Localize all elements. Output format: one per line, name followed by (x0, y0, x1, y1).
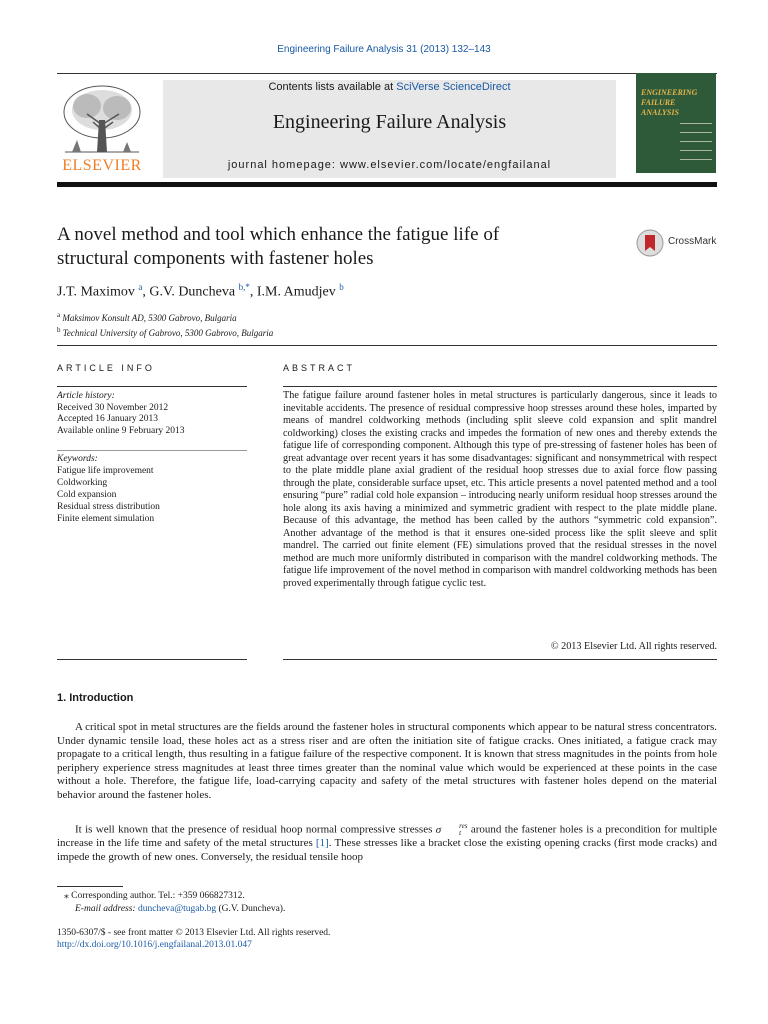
keywords (57, 453, 160, 525)
corresponding-author-note: ⁎ Corresponding author. Tel.: +359 066827312. (64, 891, 245, 901)
footnote-rule (57, 886, 123, 887)
author-name: I.M. Amudjev (256, 284, 336, 300)
sciencedirect-link[interactable]: SciVerse ScienceDirect (396, 81, 511, 93)
author-name: G.V. Duncheva (149, 284, 236, 300)
author-list: J.T. Maximov $^a$, G.V. Duncheva $^{b,*}$, I.M. Amudjev $^b$ (57, 282, 344, 300)
article-history (57, 391, 185, 437)
article-info-rule (57, 659, 247, 660)
intro-paragraph: A critical spot in metal structures are the fields around the fastener holes in structural components which appear to be natural stress concentrators. Under dynamic tensile load, these holes act as a stress riser and are often the initiation site of fatigue cracks. Ones initiated, a fatigue crack may propagate to a critical length, thus resulting in a fatigue failure of the respective component. It is known that stress magnitudes in the points from hole periphery experience stress magnitudes at least three times greater than the nominal value which would be experienced at these points in the case without a hole. Therefore, the fatigue life, load-carrying capacity and safety of the metal structures with fastener holes depend on the material behavior around the fastener holes. (57, 721, 717, 801)
affiliation: $^a$ Maksimov Konsult AD, 5300 Gabrovo, Bulgaria (57, 311, 237, 323)
cover-title-line: ENGINEERING (641, 88, 698, 97)
affiliations (57, 309, 273, 339)
crossmark-label[interactable]: CrossMark (668, 236, 717, 247)
article-info-rule (57, 386, 247, 387)
author-affiliation-link[interactable]: b (339, 282, 344, 292)
affiliation: $^b$ Technical University of Gabrovo, 5300 Gabrovo, Bulgaria (57, 326, 274, 338)
article-title-line: structural components with fastener holes (57, 248, 374, 269)
email-link[interactable]: duncheva@tugab.bg (137, 904, 217, 914)
math-symbol: σ res t (435, 822, 468, 837)
cover-title-line: FAILURE (641, 98, 676, 107)
abstract-text: The fatigue failure around fastener holes in metal structures is particularly dangerous, since it leads to inevitable accidents. The presence of residual compressive hoop stresses around these holes, imparted by means of mandrel coldworking methods (including split sleeve cold expansion and split mandrel coldworking) closes the existing cracks and impedes the formation of new ones and thereby extends the fatigue life of corresponding component. Although this type of pre-stressing of fastener holes has been of great advantage over recent years it has some disadvantages: significant and nonsymmetrical with respect to the plate middle plane axial gradient of the residual hoop stresses due to axial force flow passing through the plate, considerable surface upset, etc. This article presents a novel patented method and a tool ensuring “pure” radial cold hole expansion – introducing nearly uniform residual hoop stresses around the hole along its axis having a minimized and symmetric gradient with respect to the plate middle plane. Because of this advantage, the method has been called by the authors “symmetric cold expansion”. Another advantage of the method is that it ensures one-sided process like the split sleeve and split mandrel. The carried out finite element (FE) simulations proved that the residual stresses in the novel method are much more uniformly distributed in comparison with the mandrel coldworking methods. The fatigue life improvement of the novel method in comparison with mandrel coldworking methods has been proved experimentally through fatigue cyclic test. (283, 390, 717, 589)
abstract-rule (283, 659, 717, 660)
history-item: Accepted 16 January 2013 (57, 414, 159, 424)
copyright: © 2013 Elsevier Ltd. All rights reserved. (550, 641, 717, 652)
abstract-rule (283, 386, 717, 387)
journal-homepage[interactable]: journal homepage: www.elsevier.com/locate/engfailanal (227, 159, 552, 171)
article-title-line: A novel method and tool which enhance the fatigue life of (57, 224, 500, 245)
article-info-heading: ARTICLE INFO (57, 363, 155, 373)
article-info-divider (57, 450, 247, 451)
history-label: Article history: (57, 391, 115, 401)
publisher-wordmark: ELSEVIER (62, 157, 142, 174)
author-name: J.T. Maximov (57, 284, 135, 300)
section-heading: 1. Introduction (57, 692, 134, 704)
cover-title-line: ANALYSIS (641, 108, 679, 117)
author-affiliation-link[interactable]: b,* (238, 282, 250, 292)
section-rule (57, 345, 717, 346)
cover-title (641, 88, 713, 118)
email-note: E-mail address: duncheva@tugab.bg (G.V. Duncheva). (75, 904, 286, 914)
journal-citation[interactable]: Engineering Failure Analysis 31 (2013) 132–143 (277, 44, 491, 55)
author-affiliation-link[interactable]: a (138, 282, 143, 292)
history-item: Available online 9 February 2013 (57, 425, 185, 436)
keywords-label: Keywords: (57, 454, 98, 464)
abstract-heading: ABSTRACT (283, 363, 356, 373)
history-item: Received 30 November 2012 (57, 402, 169, 413)
issn-line: 1350-6307/$ - see front matter © 2013 Elsevier Ltd. All rights reserved. (57, 928, 331, 938)
header-rule (57, 73, 717, 74)
reference-link[interactable]: [1] (315, 837, 329, 850)
keyword: Finite element simulation (57, 514, 155, 524)
contents-line (163, 81, 616, 93)
keyword: Coldworking (57, 478, 108, 488)
header-thick-rule (57, 182, 717, 187)
keyword: Fatigue life improvement (57, 466, 154, 476)
contents-prefix: Contents lists available at (268, 81, 397, 93)
doi-link[interactable]: http://dx.doi.org/10.1016/j.engfailanal.2013.01.047 (57, 940, 252, 950)
article-title (57, 223, 617, 271)
cover-decoration (680, 123, 712, 168)
keyword: Residual stress distribution (57, 502, 160, 512)
journal-title: Engineering Failure Analysis (272, 111, 507, 133)
intro-paragraph: It is well known that the presence of residual hoop normal compressive stresses σ res t around the fastener holes is a precondition for multiple increase in the life time and safety of the metal structures [1]. These stresses like a bracket close the existing opening cracks (first mode cracks) and impede the growth of new ones. Conversely, the residual tensile hoop (57, 822, 718, 863)
keyword: Cold expansion (57, 490, 117, 500)
crossmark-icon[interactable] (636, 229, 664, 257)
